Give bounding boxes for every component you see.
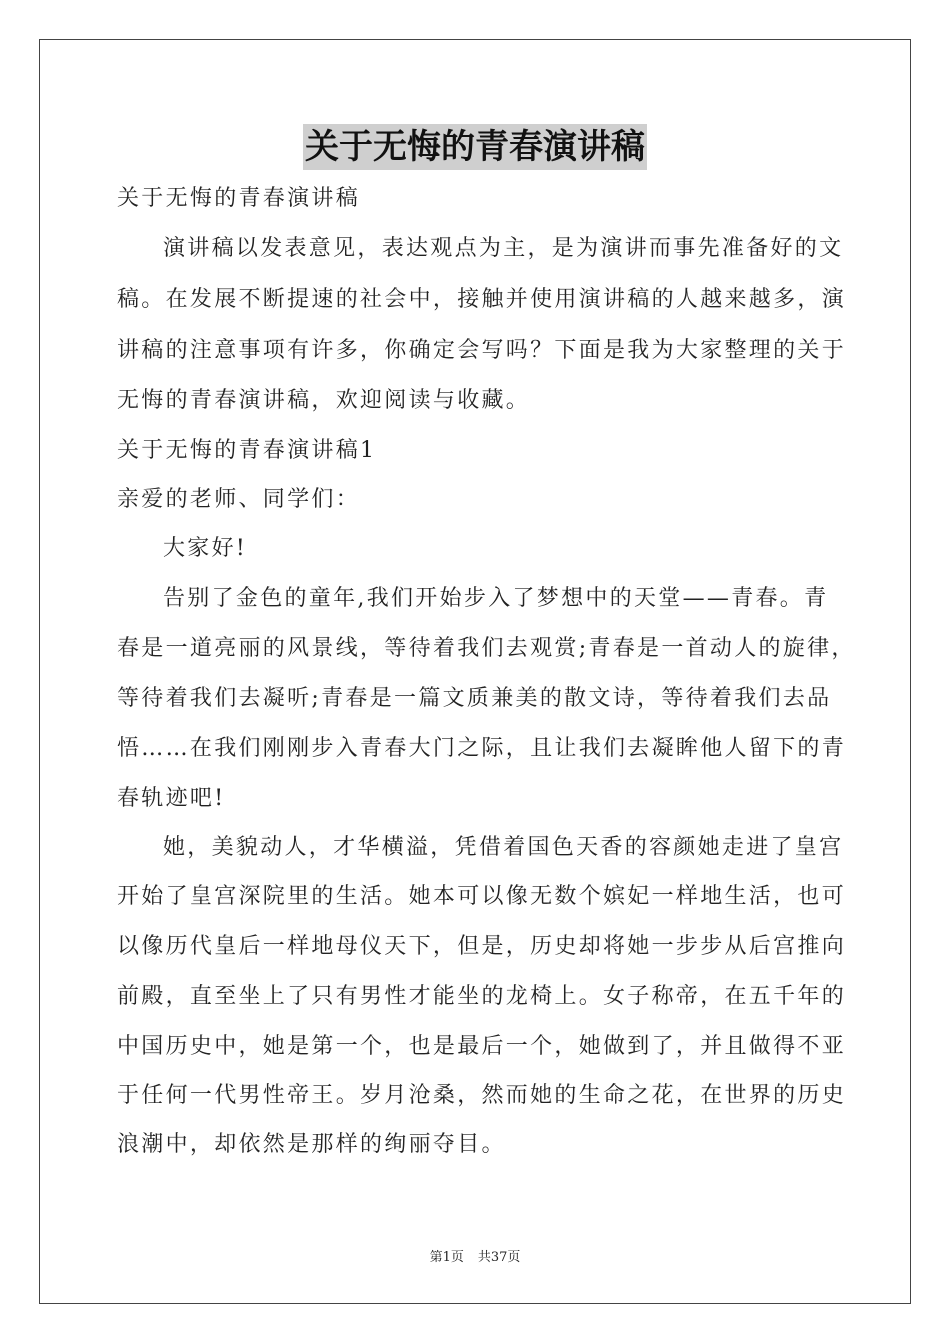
paragraph-line: 她，美貌动人，才华横溢，凭借着国色天香的容颜她走进了皇宫	[163, 835, 844, 860]
paragraph-line: 无悔的青春演讲稿，欢迎阅读与收藏。	[117, 388, 531, 413]
page-number-total: 共37页	[477, 1250, 521, 1265]
paragraph-line: 春轨迹吧!	[117, 786, 226, 811]
subtitle-line: 关于无悔的青春演讲稿	[117, 186, 361, 211]
paragraph-line: 春是一道亮丽的风景线，等待着我们去观赏;青春是一首动人的旋律，	[117, 636, 856, 661]
document-title	[0, 124, 950, 170]
page-number-current: 第1页	[429, 1250, 464, 1265]
document-title-text: 关于无悔的青春演讲稿	[303, 124, 647, 170]
paragraph-line: 等待着我们去凝听;青春是一篇文质兼美的散文诗，等待着我们去品	[117, 686, 832, 711]
greeting: 大家好!	[163, 536, 248, 561]
paragraph-line: 讲稿的注意事项有许多，你确定会写吗？下面是我为大家整理的关于	[117, 338, 847, 363]
paragraph-line: 以像历代皇后一样地母仪天下，但是，历史却将她一步步从后宫推向	[117, 934, 847, 959]
page-footer	[0, 1246, 950, 1265]
section-heading: 关于无悔的青春演讲稿1	[117, 438, 377, 463]
paragraph-line: 前殿，直至坐上了只有男性才能坐的龙椅上。女子称帝，在五千年的	[117, 984, 847, 1009]
paragraph-line: 稿。在发展不断提速的社会中，接触并使用演讲稿的人越来越多，演	[117, 287, 847, 312]
salutation: 亲爱的老师、同学们：	[117, 487, 361, 512]
paragraph-line: 悟……在我们刚刚步入青春大门之际，且让我们去凝眸他人留下的青	[117, 736, 847, 761]
paragraph-line: 开始了皇宫深院里的生活。她本可以像无数个嫔妃一样地生活，也可	[117, 884, 847, 909]
paragraph-line: 浪潮中，却依然是那样的绚丽夺目。	[117, 1132, 506, 1157]
paragraph-line: 中国历史中，她是第一个，也是最后一个，她做到了，并且做得不亚	[117, 1034, 847, 1059]
paragraph-line: 演讲稿以发表意见，表达观点为主，是为演讲而事先准备好的文	[163, 236, 844, 261]
paragraph-line: 于任何一代男性帝王。岁月沧桑，然而她的生命之花，在世界的历史	[117, 1083, 847, 1108]
paragraph-line: 告别了金色的童年,我们开始步入了梦想中的天堂——青春。青	[163, 586, 829, 611]
page-border	[39, 39, 911, 1304]
